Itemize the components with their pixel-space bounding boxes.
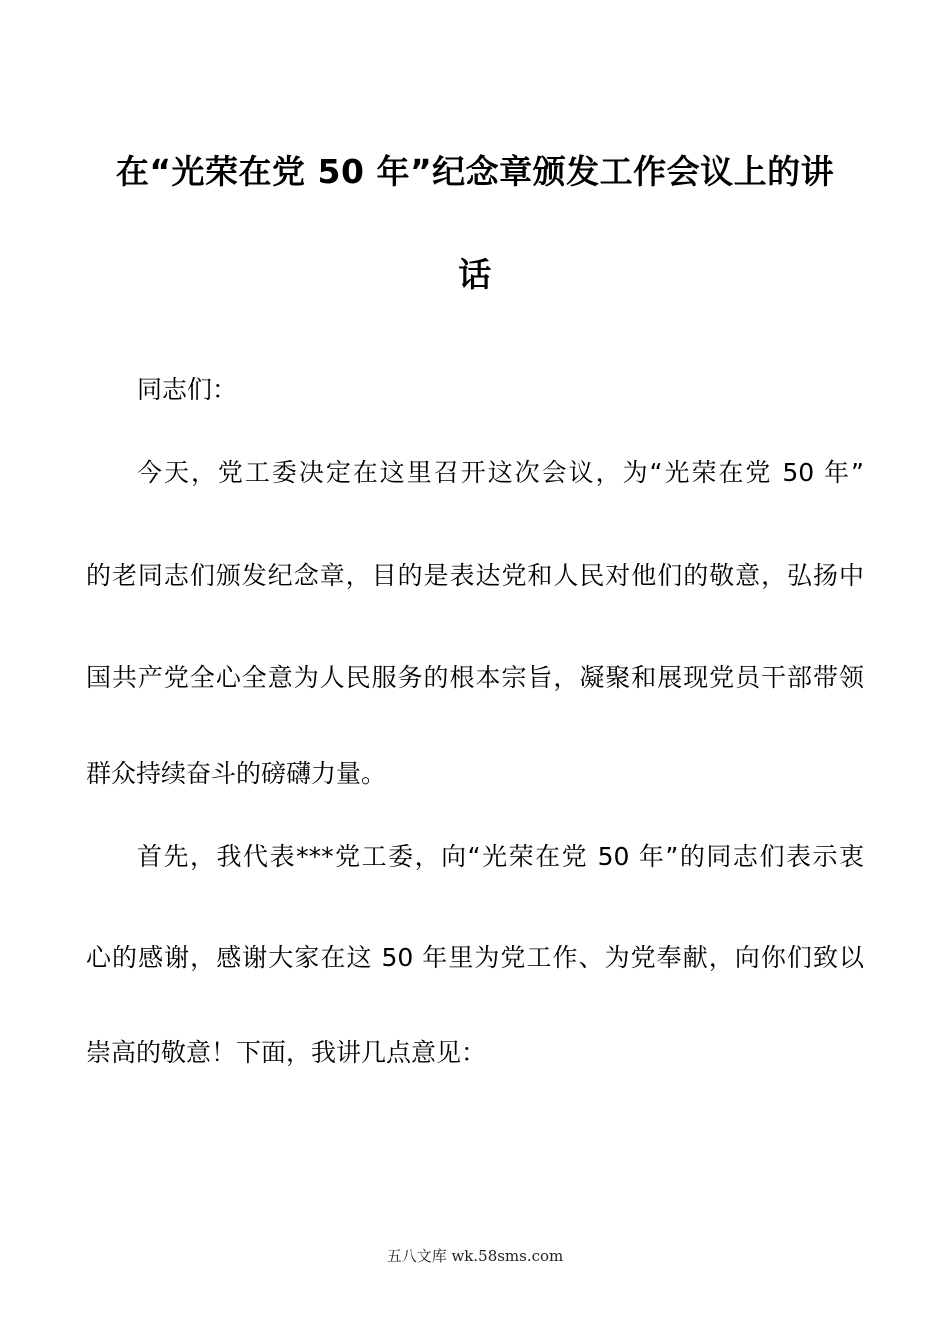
paragraph-1-line-4: 群众持续奋斗的磅礴力量。 <box>86 759 387 788</box>
paragraph-2-line-2: 心的感谢，感谢大家在这 50 年里为党工作、为党奉献，向你们致以 <box>86 943 864 972</box>
paragraph-1-line-2: 的老同志们颁发纪念章，目的是表达党和人民对他们的敬意，弘扬中 <box>86 561 864 590</box>
paragraph-1-line-1: 今天，党工委决定在这里召开这次会议，为“光荣在党 50 年” <box>137 458 864 487</box>
document-title-line-1: 在“光荣在党 50 年”纪念章颁发工作会议上的讲 <box>115 152 835 191</box>
paragraph-1-line-3: 国共产党全心全意为人民服务的根本宗旨，凝聚和展现党员干部带领 <box>86 663 864 692</box>
paragraph-2-line-3: 崇高的敬意！下面，我讲几点意见： <box>86 1038 487 1067</box>
paragraph-2-line-1: 首先，我代表***党工委，向“光荣在党 50 年”的同志们表示衷 <box>137 842 864 871</box>
greeting: 同志们： <box>137 375 238 404</box>
footer-watermark: 五八文库 wk.58sms.com <box>386 1247 564 1265</box>
document-title-line-2: 话 <box>458 255 492 294</box>
